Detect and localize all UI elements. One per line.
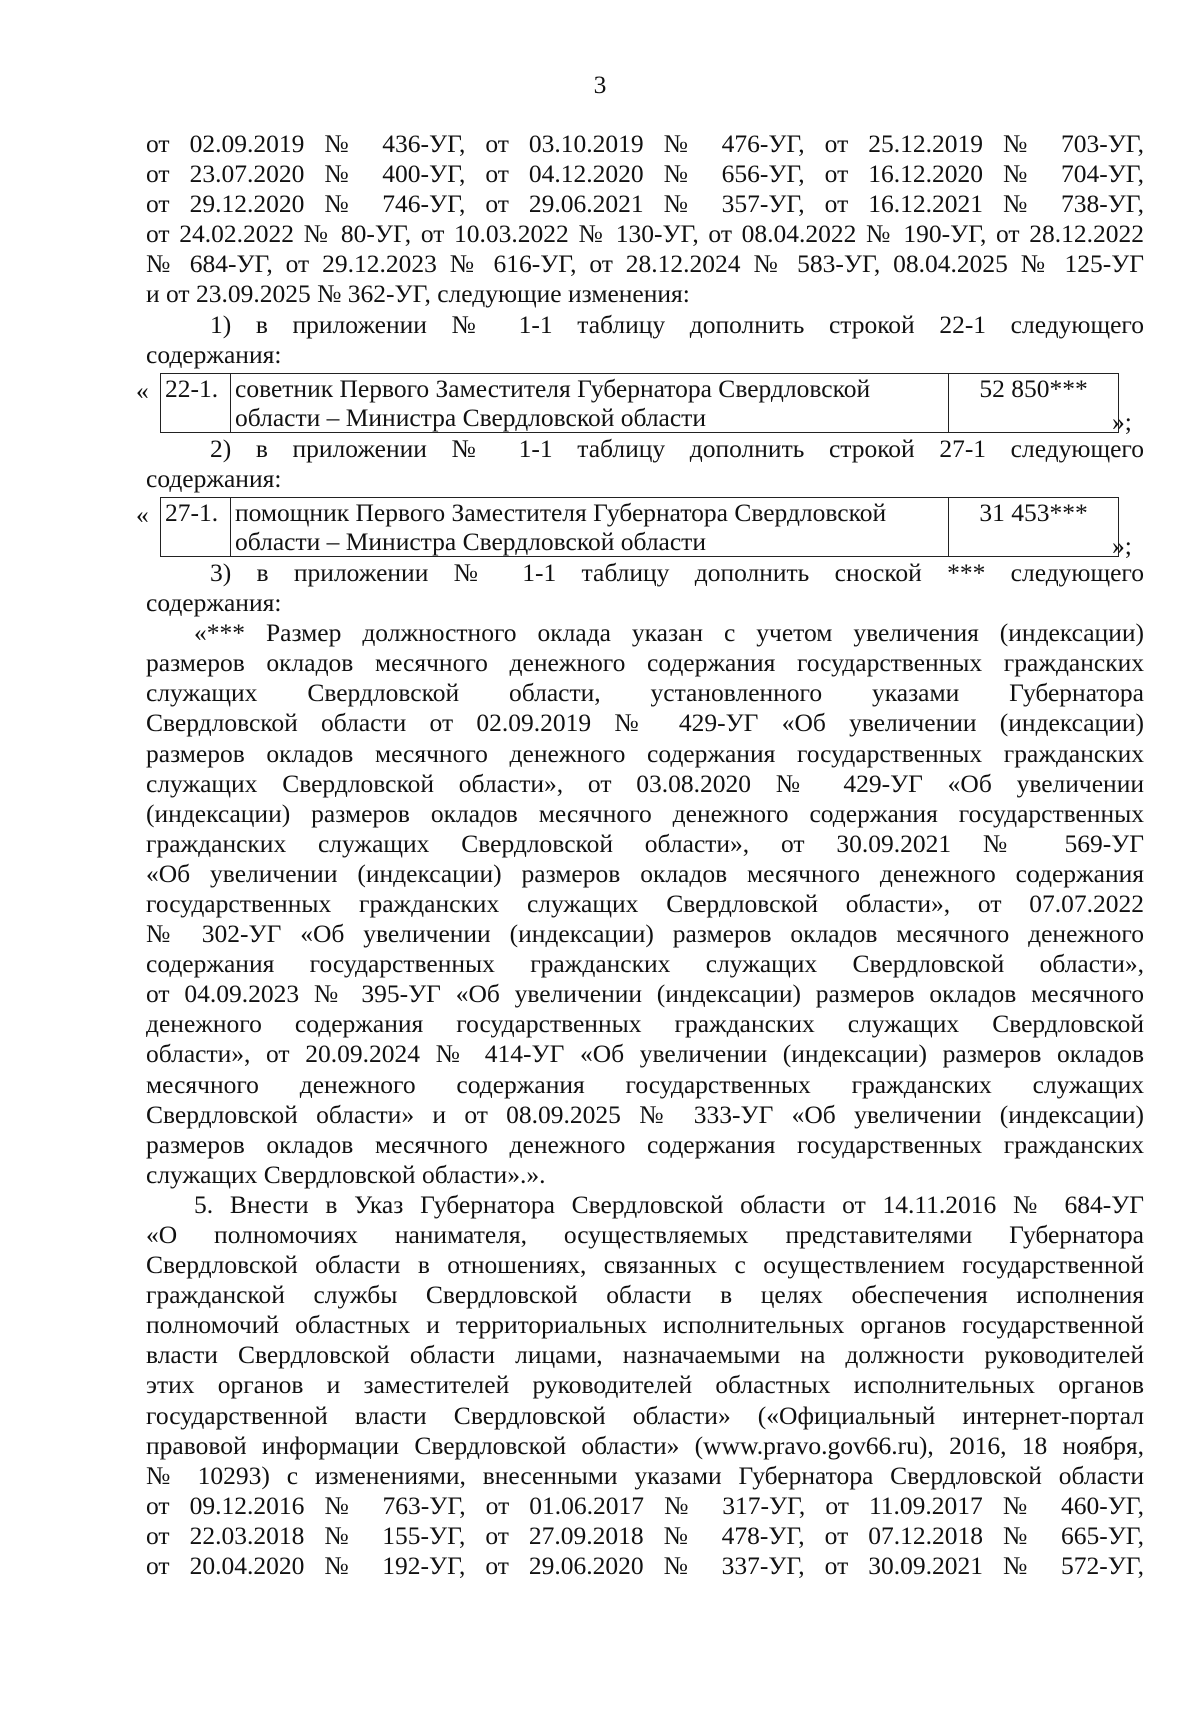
text-line: содержания государственных гражданских служащих Свердловской области»,: [146, 949, 1144, 979]
text-line: гражданской службы Свердловской области в целях обеспечения исполнения: [146, 1280, 1144, 1310]
text-line: № 10293) с изменениями, внесенными указами Губернатора Свердловской области: [146, 1460, 1144, 1490]
text-line: от 20.04.2020 № 192-УГ, от 29.06.2020 № 337-УГ, от 30.09.2021 № 572-УГ,: [146, 1551, 1144, 1581]
text-line: размеров окладов месячного денежного содержания государственных гражданских: [146, 648, 1144, 678]
table-row: [161, 497, 1119, 556]
text-line: гражданских служащих Свердловской области», от 30.09.2021 № 569-УГ: [146, 828, 1144, 858]
table-row: [161, 373, 1119, 432]
close-quote: »;: [1112, 406, 1132, 436]
text-line: размеров окладов месячного денежного содержания государственных гражданских: [146, 1129, 1144, 1159]
text-line: полномочий областных и территориальных исполнительных органов государственной: [146, 1310, 1144, 1340]
text-line: правовой информации Свердловской области» (www.pravo.gov66.ru), 2016, 18 ноября,: [146, 1430, 1144, 1460]
text-line: от 23.07.2020 № 400-УГ, от 04.12.2020 № 656-УГ, от 16.12.2020 № 704-УГ,: [146, 159, 1144, 189]
salary-value: 31 453***: [949, 497, 1119, 556]
item-2: [146, 434, 1144, 494]
text-line: содержания:: [146, 339, 282, 369]
row-number: 22-1.: [161, 373, 231, 432]
text-line: денежного содержания государственных гражданских служащих Свердловской: [146, 1009, 1144, 1039]
item-3: [146, 558, 1144, 618]
footnote-paragraph: [146, 618, 1144, 1190]
text-line: «Об увеличении (индексации) размеров окладов месячного денежного содержания: [146, 858, 1144, 888]
document-body: [136, 129, 1144, 1581]
text-line: месячного денежного содержания государственных гражданских служащих: [146, 1069, 1144, 1099]
open-quote: «: [136, 375, 149, 405]
open-quote: «: [136, 499, 149, 529]
text-line: и от 23.09.2025 № 362-УГ, следующие изменения:: [146, 279, 690, 309]
text-line: 2) в приложении № 1-1 таблицу дополнить строкой 27-1 следующего: [210, 433, 1144, 463]
section-5-paragraph: [146, 1190, 1144, 1581]
text-line: от 02.09.2019 № 436-УГ, от 03.10.2019 № 476-УГ, от 25.12.2019 № 703-УГ,: [146, 129, 1144, 158]
table: [160, 373, 1119, 433]
text-line: «*** Размер должностного оклада указан с учетом увеличения (индексации): [194, 618, 1144, 648]
text-line: служащих Свердловской области, установленного указами Губернатора: [146, 678, 1144, 708]
text-line: области», от 20.09.2024 № 414-УГ «Об увеличении (индексации) размеров окладов: [146, 1039, 1144, 1069]
text-line: от 24.02.2022 № 80-УГ, от 10.03.2022 № 130-УГ, от 08.04.2022 № 190-УГ, от 28.12.2022: [146, 219, 1144, 249]
table-row-insert-22-1: [136, 370, 1144, 436]
page-number: 3: [593, 70, 607, 99]
text-line: Свердловской области в отношениях, связанных с осуществлением государственной: [146, 1250, 1144, 1280]
position-name-line: области – Министра Свердловской области: [235, 526, 706, 556]
text-line: № 302-УГ «Об увеличении (индексации) размеров окладов месячного денежного: [146, 919, 1144, 949]
intro-paragraph: [146, 129, 1144, 310]
text-line: власти Свердловской области лицами, назначаемыми на должности руководителей: [146, 1340, 1144, 1370]
item-1: [146, 310, 1144, 370]
text-line: от 09.12.2016 № 763-УГ, от 01.06.2017 № 317-УГ, от 11.09.2017 № 460-УГ,: [146, 1490, 1144, 1520]
position-name-line: помощник Первого Заместителя Губернатора Свердловской: [235, 497, 887, 527]
text-line: от 22.03.2018 № 155-УГ, от 27.09.2018 № 478-УГ, от 07.12.2018 № 665-УГ,: [146, 1520, 1144, 1550]
text-line: этих органов и заместителей руководителей областных исполнительных органов: [146, 1370, 1144, 1400]
position-name: [231, 373, 949, 432]
text-line: от 29.12.2020 № 746-УГ, от 29.06.2021 № 357-УГ, от 16.12.2021 № 738-УГ,: [146, 189, 1144, 219]
text-line: 1) в приложении № 1-1 таблицу дополнить строкой 22-1 следующего: [210, 309, 1144, 339]
salary-value: 52 850***: [949, 373, 1119, 432]
text-line: 3) в приложении № 1-1 таблицу дополнить сноской *** следующего: [210, 557, 1144, 587]
text-line: служащих Свердловской области».».: [146, 1159, 546, 1189]
row-number: 27-1.: [161, 497, 231, 556]
text-line: содержания:: [146, 588, 282, 618]
text-line: содержания:: [146, 463, 282, 493]
text-line: от 04.09.2023 № 395-УГ «Об увеличении (индексации) размеров окладов месячного: [146, 979, 1144, 1009]
text-line: 5. Внести в Указ Губернатора Свердловской области от 14.11.2016 № 684-УГ: [194, 1189, 1144, 1219]
text-line: Свердловской области» и от 08.09.2025 № 333-УГ «Об увеличении (индексации): [146, 1099, 1144, 1129]
text-line: служащих Свердловской области», от 03.08.2020 № 429-УГ «Об увеличении: [146, 768, 1144, 798]
table-row-insert-27-1: [136, 494, 1144, 560]
close-quote: »;: [1112, 530, 1132, 560]
text-line: государственных гражданских служащих Свердловской области», от 07.07.2022: [146, 888, 1144, 918]
text-line: № 684-УГ, от 29.12.2023 № 616-УГ, от 28.12.2024 № 583-УГ, 08.04.2025 № 125-УГ: [146, 249, 1144, 279]
text-line: размеров окладов месячного денежного содержания государственных гражданских: [146, 738, 1144, 768]
position-name: [231, 497, 949, 556]
position-name-line: советник Первого Заместителя Губернатора Свердловской: [235, 373, 871, 403]
text-line: Свердловской области от 02.09.2019 № 429-УГ «Об увеличении (индексации): [146, 708, 1144, 738]
position-name-line: области – Министра Свердловской области: [235, 402, 706, 432]
text-line: «О полномочиях нанимателя, осуществляемых представителями Губернатора: [146, 1220, 1144, 1249]
table: [160, 497, 1119, 557]
text-line: государственной власти Свердловской области» («Официальный интернет-портал: [146, 1400, 1144, 1430]
text-line: (индексации) размеров окладов месячного денежного содержания государственных: [146, 798, 1144, 828]
